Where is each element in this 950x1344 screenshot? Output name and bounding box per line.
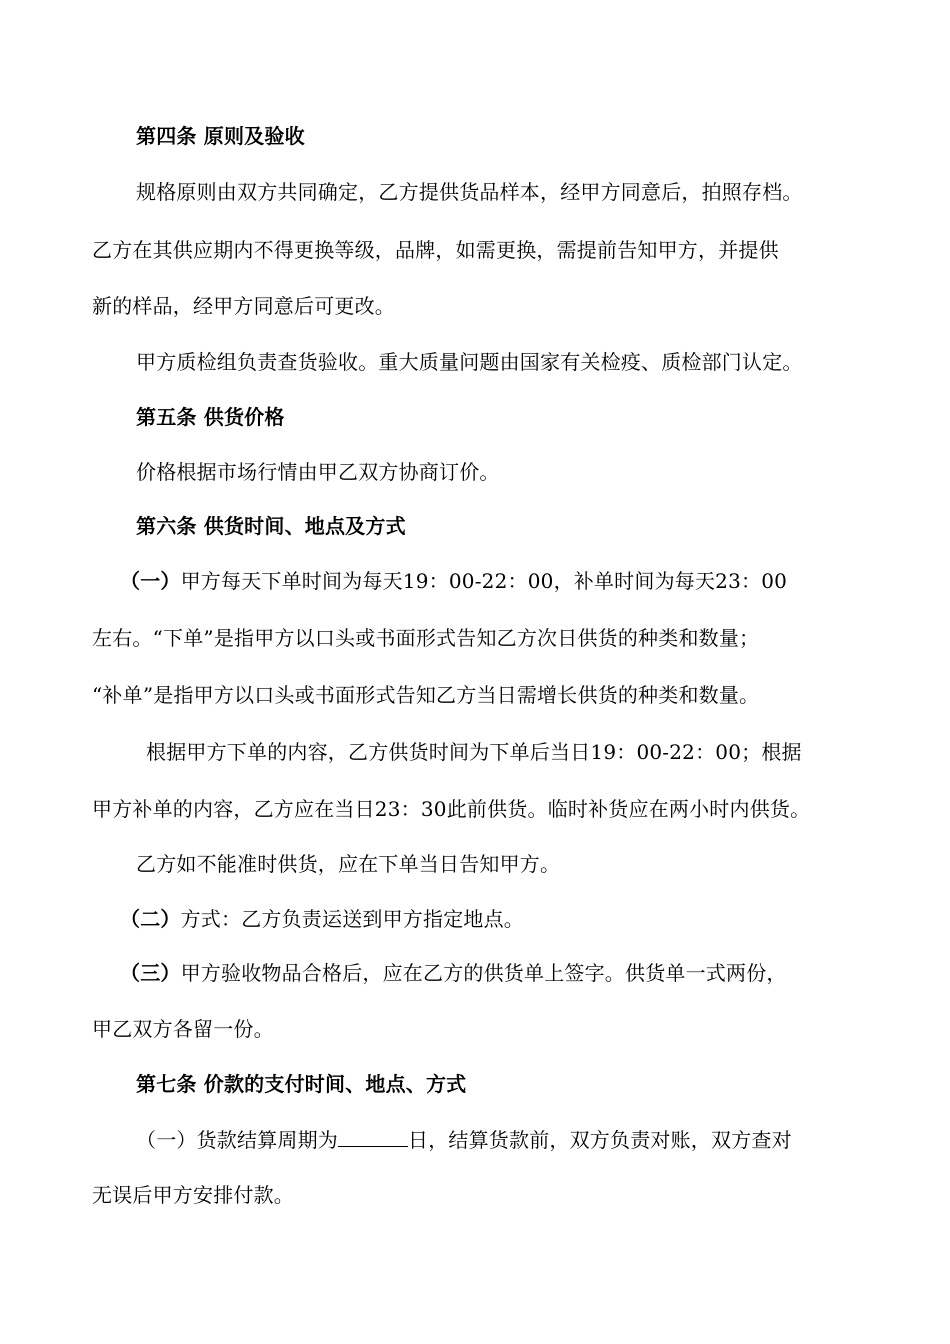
article-6-paragraph-2-line-2: 甲方补单的内容，乙方应在当日23：30此前供货。临时补货应在两小时内供货。 (92, 797, 811, 821)
article-4-heading: 第四条 原则及验收 (136, 124, 305, 148)
settlement-period-blank (338, 1128, 408, 1147)
item-2-text: 方式：乙方负责运送到甲方指定地点。 (180, 907, 525, 931)
article-7-heading: 第七条 价款的支付时间、地点、方式 (136, 1072, 467, 1096)
article-6-paragraph-2-line-1: 根据甲方下单的内容，乙方供货时间为下单后当日19：00-22：00；根据 (146, 740, 802, 764)
article-7-item-1-line-1 (136, 1126, 872, 1154)
item-1-prefix: （一）货款结算周期为 (136, 1128, 338, 1152)
article-5-heading: 第五条 供货价格 (136, 405, 285, 429)
article-4-paragraph-2: 甲方质检组负责查货验收。重大质量问题由国家有关检疫、质检部门认定。 (136, 350, 803, 374)
item-3-text: 甲方验收物品合格后，应在乙方的供货单上签字。供货单一式两份， (180, 961, 787, 985)
article-6-item-1-line-3: “补单”是指甲方以口头或书面形式告知乙方当日需增长供货的种类和数量。 (92, 683, 760, 707)
article-6-item-3-line-2: 甲乙双方各留一份。 (92, 1017, 274, 1041)
article-4-paragraph-1-line-2: 乙方在其供应期内不得更换等级，品牌，如需更换，需提前告知甲方，并提供 (92, 238, 779, 262)
item-1-marker: （一） (120, 569, 181, 593)
article-6-paragraph-3: 乙方如不能准时供货，应在下单当日告知甲方。 (136, 852, 561, 876)
item-2-marker: （二） (120, 907, 181, 931)
article-6-item-3-line-1 (120, 959, 872, 987)
article-6-item-2 (120, 905, 872, 933)
article-6-item-1-line-1 (120, 567, 872, 595)
article-6-heading: 第六条 供货时间、地点及方式 (136, 514, 406, 538)
item-1-text: 甲方每天下单时间为每天19：00-22：00，补单时间为每天23：00 (180, 569, 788, 593)
article-5-paragraph-1: 价格根据市场行情由甲乙双方协商订价。 (136, 460, 500, 484)
article-7-item-1-line-2: 无误后甲方安排付款。 (92, 1183, 294, 1207)
article-4-paragraph-1-line-1: 规格原则由双方共同确定，乙方提供货品样本，经甲方同意后，拍照存档。 (136, 180, 803, 204)
article-6-item-1-line-2: 左右。“下单”是指甲方以口头或书面形式告知乙方次日供货的种类和数量； (92, 626, 760, 650)
item-1-suffix: 日，结算货款前，双方负责对账，双方查对 (408, 1128, 792, 1152)
article-4-paragraph-1-line-3: 新的样品，经甲方同意后可更改。 (92, 294, 395, 318)
item-3-marker: （三） (120, 961, 181, 985)
